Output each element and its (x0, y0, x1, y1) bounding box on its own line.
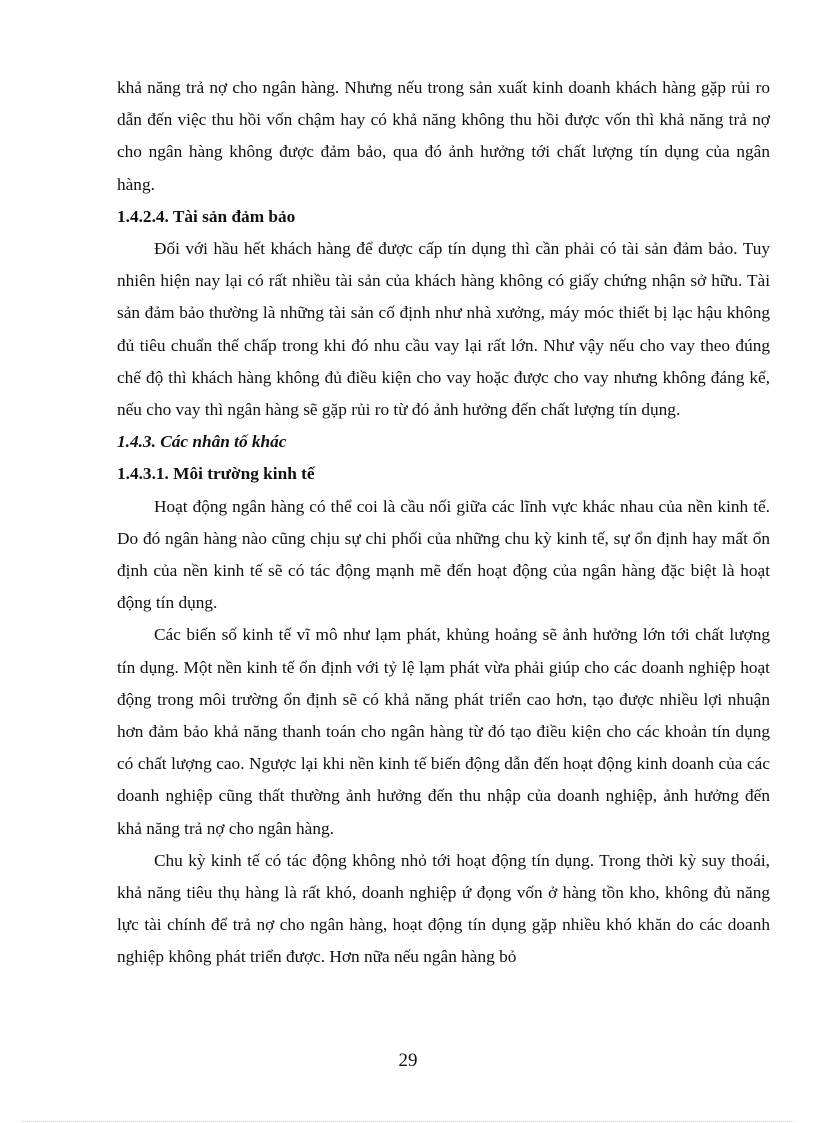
paragraph: Hoạt động ngân hàng có thể coi là cầu nối giữa các lĩnh vực khác nhau của nền kinh tế. Do đó ngân hàng nào cũng chịu sự chi phối của những chu kỳ kinh tế, sự ổn định hay mất ổn định của nền kinh tế sẽ có tác động mạnh mẽ đến hoạt động của ngân hàng đặc biệt là hoạt động tín dụng. (117, 496, 770, 613)
page-number: 29 (398, 1050, 418, 1071)
paragraph-continued: khả năng trả nợ cho ngân hàng. Nhưng nếu trong sản xuất kinh doanh khách hàng gặp rủi ro dẫn đến việc thu hồi vốn chậm hay có khả năng không thu hồi được vốn thì khả năng trả nợ cho ngân hàng không được đảm bảo, qua đó ảnh hưởng tới chất lượng tín dụng của ngân hàng. (117, 78, 770, 194)
paragraph: Các biến số kinh tế vĩ mô như lạm phát, khủng hoảng sẽ ảnh hưởng lớn tới chất lượng tín dụng. Một nền kinh tế ổn định với tỷ lệ lạm phát vừa phải giúp cho các doanh nghiệp hoạt động trong môi trường ổn định sẽ có khả năng phát triển cao hơn, tạo được nhiều lợi nhuận hơn đảm bảo khả năng thanh toán cho ngân hàng từ đó tạo điều kiện cho các khoản tín dụng có chất lượng cao. Ngược lại khi nền kinh tế biến động dẫn đến hoạt động kinh doanh của các doanh nghiệp cũng thất thường ảnh hưởng đến thu nhập của doanh nghiệp, ảnh hưởng đến khả năng trả nợ cho ngân hàng. (117, 625, 770, 838)
page-body (117, 72, 770, 974)
page-bottom-divider (22, 1121, 794, 1122)
paragraph: Chu kỳ kinh tế có tác động không nhỏ tới hoạt động tín dụng. Trong thời kỳ suy thoái, khả năng tiêu thụ hàng là rất khó, doanh nghiệp ứ đọng vốn ở hàng tồn kho, không đủ năng lực tài chính để trả nợ cho ngân hàng, hoạt động tín dụng gặp nhiều khó khăn do các doanh nghiệp không phát triển được. Hơn nữa nếu ngân hàng bỏ (117, 850, 770, 967)
heading-tai-san-dam-bao: 1.4.2.4. Tài sản đảm bảo (117, 206, 296, 226)
heading-moi-truong-kinh-te: 1.4.3.1. Môi trường kinh tế (117, 464, 315, 484)
paragraph: Đối với hầu hết khách hàng để được cấp tín dụng thì cần phải có tài sản đảm bảo. Tuy nhiên hiện nay lại có rất nhiều tài sản của khách hàng không có giấy chứng nhận sở hữu. Tài sản đảm bảo thường là những tài sản cố định như nhà xưởng, máy móc thiết bị lạc hậu không đủ tiêu chuẩn thế chấp trong khi đó nhu cầu vay lại rất lớn. Như vậy nếu cho vay theo đúng chế độ thì khách hàng không đủ điều kiện cho vay hoặc được cho vay nhưng không đáng kể, nếu cho vay thì ngân hàng sẽ gặp rủi ro từ đó ảnh hưởng đến chất lượng tín dụng. (117, 239, 770, 420)
section-heading-cac-nhan-to-khac: 1.4.3. Các nhân tố khác (117, 432, 287, 452)
